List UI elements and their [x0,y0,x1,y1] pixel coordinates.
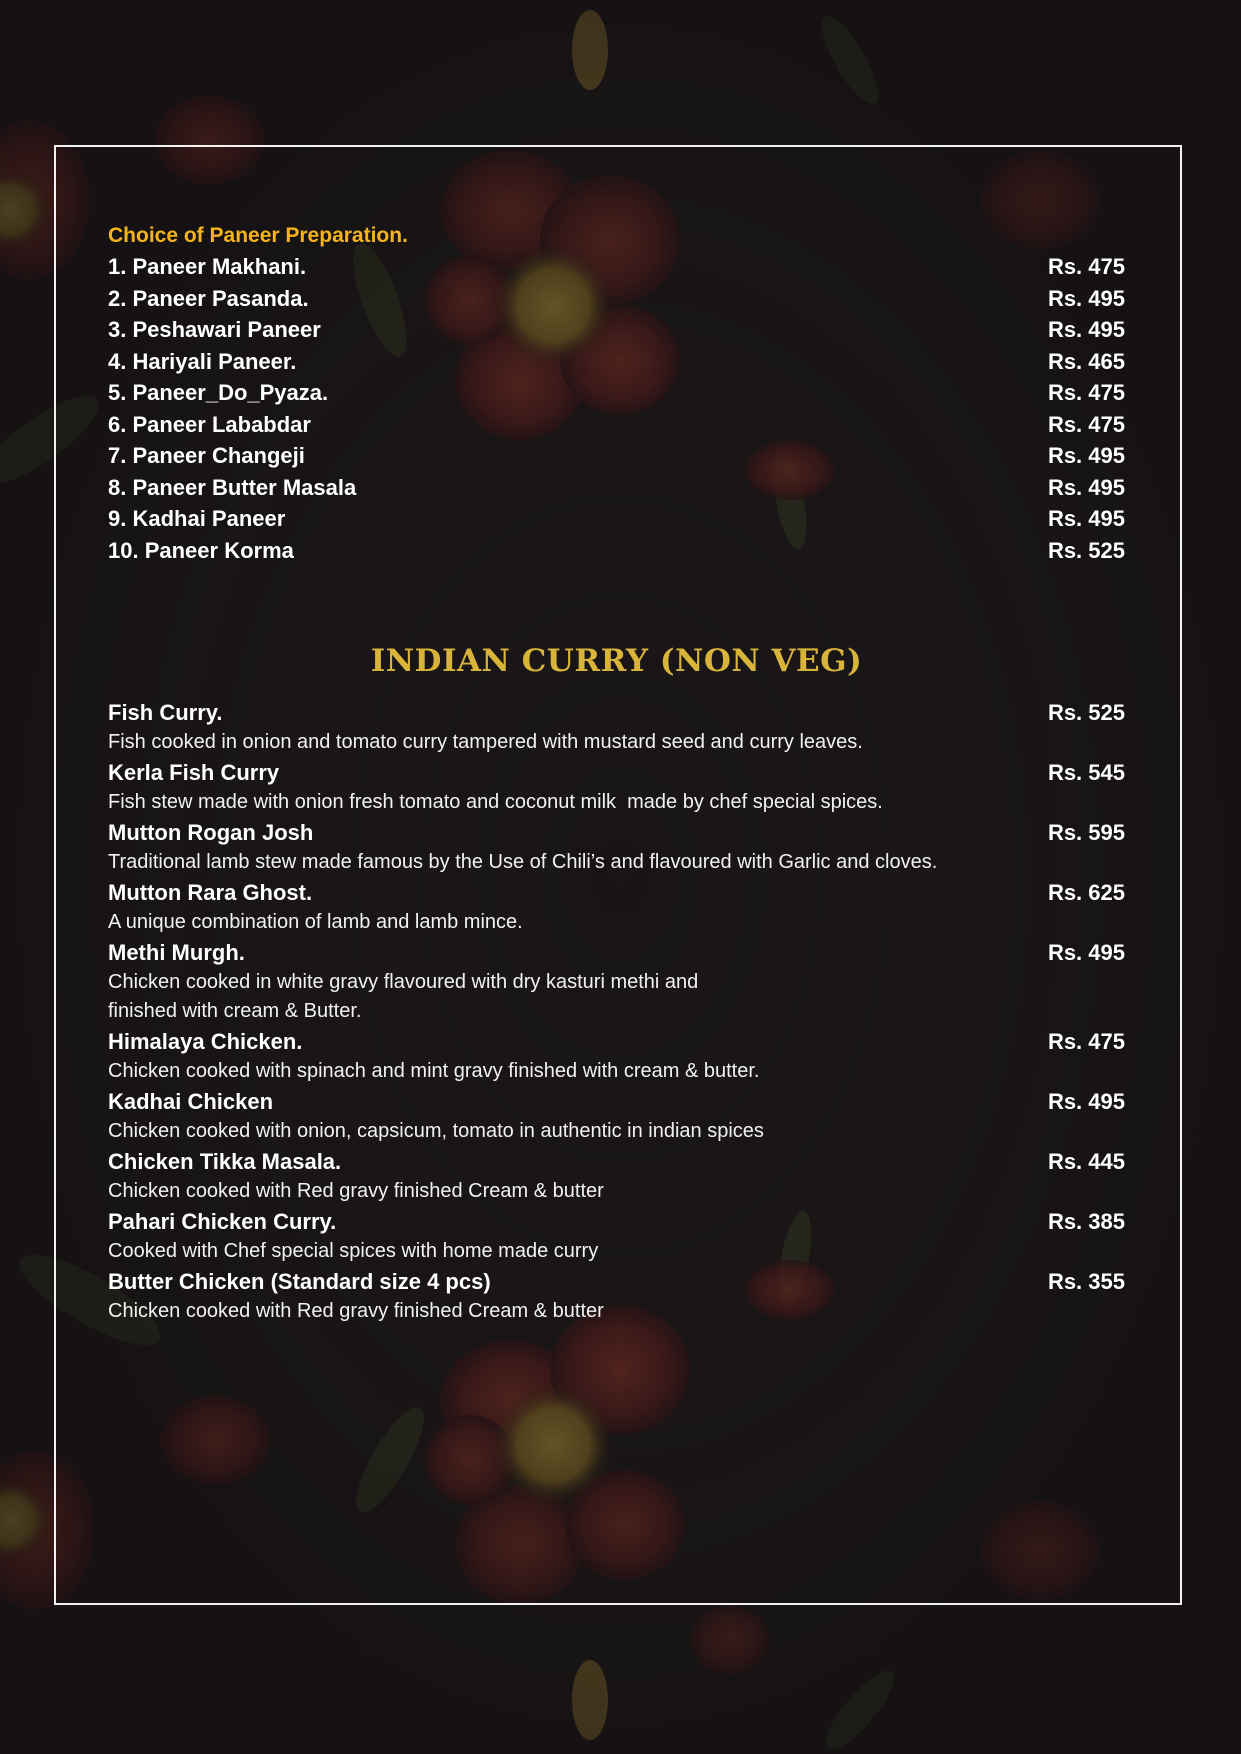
paneer-section [108,220,1125,566]
item-description: Traditional lamb stew made famous by the Use of Chili’s and flavoured with Garlic and cloves. [108,851,938,873]
item-description: Chicken cooked with spinach and mint gravy finished with cream & butter. [108,1060,760,1082]
menu-item [108,1026,1125,1086]
item-name: 7. Paneer Changeji [108,443,305,468]
item-price: Rs. 475 [1047,1029,1125,1054]
item-price: Rs. 495 [1047,1089,1125,1114]
item-price: Rs. 495 [1047,285,1125,311]
item-name: 3. Peshawari Paneer [108,317,321,342]
menu-item [108,314,1125,346]
item-price: Rs. 495 [1047,443,1125,468]
item-name: Himalaya Chicken. [108,1029,303,1054]
item-name: Kerla Fish Curry [108,760,280,785]
item-price: Rs. 465 [1047,348,1125,374]
menu-item [108,1206,1125,1266]
item-name: Pahari Chicken Curry. [108,1209,337,1234]
menu-item [108,937,1125,1026]
menu-item [108,251,1125,283]
item-price: Rs. 495 [1047,940,1125,965]
item-name: Mutton Rara Ghost. [108,880,313,905]
menu-item [108,1146,1125,1206]
curry-section-title: INDIAN CURRY (NON VEG) [370,643,863,679]
item-name: 2. Paneer Pasanda. [108,285,309,311]
item-name: Fish Curry. [108,700,223,725]
item-price: Rs. 355 [1047,1269,1125,1294]
item-price: Rs. 595 [1047,820,1125,845]
menu-item [108,472,1125,504]
item-name: Methi Murgh. [108,940,245,965]
item-name: Butter Chicken (Standard size 4 pcs) [108,1269,491,1294]
menu-item [108,409,1125,441]
item-price: Rs. 445 [1047,1149,1125,1174]
menu-item [108,440,1125,472]
item-description: Chicken cooked with Red gravy finished Cream & butter [108,1300,604,1322]
item-price: Rs. 495 [1047,474,1125,500]
item-price: Rs. 525 [1047,700,1125,725]
item-description: Fish cooked in onion and tomato curry tampered with mustard seed and curry leaves. [108,731,863,753]
menu-item [108,377,1125,409]
item-description: A unique combination of lamb and lamb mince. [108,911,523,933]
item-name: 10. Paneer Korma [108,537,294,563]
item-price: Rs. 475 [1047,411,1125,437]
menu-item [108,1266,1125,1326]
item-price: Rs. 495 [1047,506,1125,531]
item-name: 9. Kadhai Paneer [108,506,286,531]
item-price: Rs. 525 [1047,537,1125,563]
menu-item [108,817,1125,877]
item-description: Fish stew made with onion fresh tomato and coconut milk made by chef special spices. [108,791,883,813]
menu-item [108,877,1125,937]
menu-item [108,283,1125,315]
menu-item [108,757,1125,817]
item-price: Rs. 495 [1047,317,1125,342]
item-name: 6. Paneer Lababdar [108,411,311,437]
item-description: Cooked with Chef special spices with home made curry [108,1240,599,1262]
item-name: 1. Paneer Makhani. [108,254,307,279]
item-price: Rs. 475 [1047,380,1125,405]
item-name: Kadhai Chicken [108,1089,274,1114]
item-name: 8. Paneer Butter Masala [108,474,357,500]
item-name: 5. Paneer_Do_Pyaza. [108,380,329,405]
item-price: Rs. 385 [1047,1209,1125,1234]
menu-item [108,697,1125,757]
item-description: Chicken cooked with Red gravy finished Cream & butter [108,1180,604,1202]
menu-item [108,346,1125,378]
menu-item [108,1086,1125,1146]
menu-item [108,535,1125,567]
item-price: Rs. 475 [1047,254,1125,279]
item-description: Chicken cooked with onion, capsicum, tomato in authentic in indian spices [108,1120,764,1142]
item-price: Rs. 545 [1047,760,1125,785]
menu-item [108,503,1125,535]
item-name: Chicken Tikka Masala. [108,1149,342,1174]
item-name: 4. Hariyali Paneer. [108,348,297,374]
item-price: Rs. 625 [1047,880,1125,905]
curry-section [108,697,1125,1326]
paneer-section-heading: Choice of Paneer Preparation. [108,224,408,247]
item-description: Chicken cooked in white gravy flavoured with dry kasturi methi and finished with cream & Butter. [108,971,699,1022]
item-name: Mutton Rogan Josh [108,820,314,845]
